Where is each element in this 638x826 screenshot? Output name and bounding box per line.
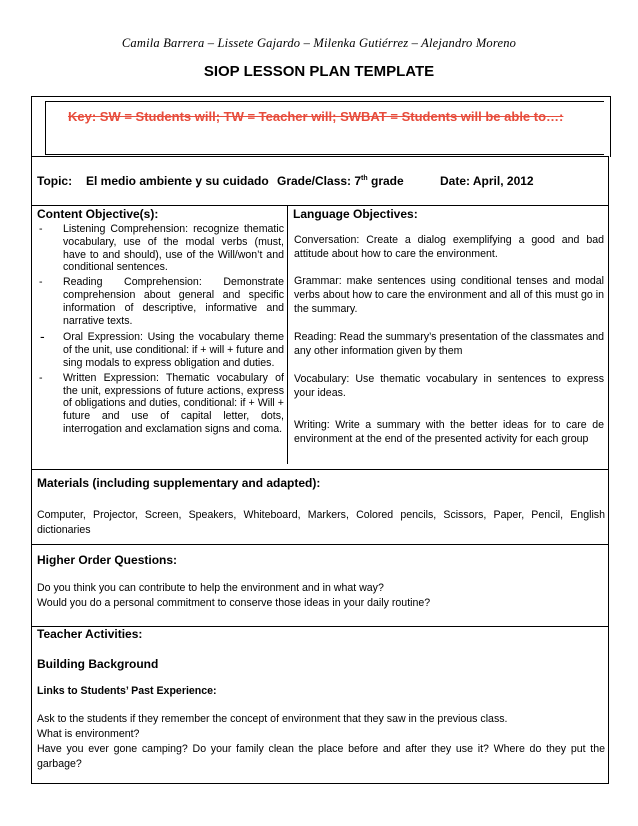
grade-field (277, 174, 404, 188)
bullet-dash: - (39, 276, 43, 289)
list-item (36, 223, 284, 274)
language-objectives-heading: Language Objectives: (293, 207, 418, 221)
objectives-row (31, 205, 609, 469)
topic-value: El medio ambiente y su cuidado (86, 174, 269, 188)
materials-text: Computer, Projector, Screen, Speakers, Whiteboard, Markers, Colored pencils, Scissors, Paper, Pencil, English dictionaries (37, 509, 605, 536)
higher-order-heading: Higher Order Questions: (37, 553, 178, 567)
key-box (31, 96, 611, 157)
authors-line: Camila Barrera – Lissete Gajardo – Milenka Gutiérrez – Alejandro Moreno (121, 36, 517, 50)
question-2: Would you do a personal commitment to conserve those ideas in your daily routine? (37, 597, 431, 609)
activity-line-1: Ask to the students if they remember the concept of environment that they saw in the previous class. (37, 713, 508, 725)
objective-text: Oral Expression: Using the vocabulary theme of the unit, use conditional: if + will + future and sing modals to express obligation and duties. (63, 331, 284, 369)
bullet-dash: - (40, 328, 45, 345)
building-background-heading: Building Background (37, 657, 159, 671)
objective-text: Written Expression: Thematic vocabulary of the unit, expressions of future actions, express of obligations and duties, conditional: if + Will + future and use of capital letter, dots, interrogation and exclamation signs and coma. (63, 371, 284, 435)
objective-text: Listening Comprehension: recognize thematic vocabulary, use of the modal verbs (must, have to and should), use of the Will/won’t and conditional sentences. (63, 223, 284, 274)
topic-row (31, 156, 609, 205)
key-text: Key: SW = Students will; TW = Teacher will; SWBAT = Students will be able to…: (68, 109, 564, 124)
list-item (36, 276, 284, 327)
grade-value: grade (367, 174, 404, 188)
conversation-objective: Conversation: Create a dialog exemplifying a good and bad attitude about how to care the environment. (294, 234, 604, 260)
bullet-dash: - (39, 371, 43, 384)
past-experience-label: Links to Students’ Past Experience: (37, 685, 217, 697)
objective-text: Reading Comprehension: Demonstrate comprehension about general and specific information of descriptive, informative and narrative texts. (63, 276, 284, 327)
list-item (36, 328, 284, 369)
activity-line-2: What is environment? (37, 728, 140, 740)
grade-sup: th (361, 175, 368, 182)
materials-section (31, 469, 609, 544)
teacher-activities-section (31, 626, 609, 784)
grammar-objective: Grammar: make sentences using conditional tenses and modal verbs about how to care the environment and all of this must go in the summary. (294, 275, 604, 315)
activity-line-3: Have you ever gone camping? Do your family clean the place before and after they use it? Where do they put the garbage? (37, 743, 605, 770)
reading-objective: Reading: Read the summary’s presentation of the classmates and any other information given by them (294, 331, 604, 357)
topic-label: Topic: (37, 174, 73, 188)
higher-order-section (31, 544, 609, 626)
grade-label: Grade/Class: 7 (277, 174, 362, 188)
content-objectives-list (36, 223, 284, 438)
teacher-activities-heading: Teacher Activities: (37, 627, 143, 641)
writing-objective: Writing: Write a summary with the better ideas for to care de environment at the end of the presented activity for each group (294, 419, 604, 445)
question-1: Do you think you can contribute to help the environment and in what way? (37, 582, 384, 594)
key-inner-box (45, 101, 604, 155)
page-title: SIOP LESSON PLAN TEMPLATE (203, 63, 435, 80)
materials-heading: Materials (including supplementary and adapted): (37, 476, 321, 490)
list-item (36, 372, 284, 436)
language-objectives-cell (288, 206, 608, 464)
content-objectives-cell (32, 206, 288, 464)
content-objectives-heading: Content Objective(s): (37, 207, 159, 221)
bullet-dash: - (39, 223, 43, 235)
date-field: Date: April, 2012 (440, 174, 534, 188)
vocabulary-objective: Vocabulary: Use thematic vocabulary in sentences to express your ideas. (294, 373, 604, 399)
